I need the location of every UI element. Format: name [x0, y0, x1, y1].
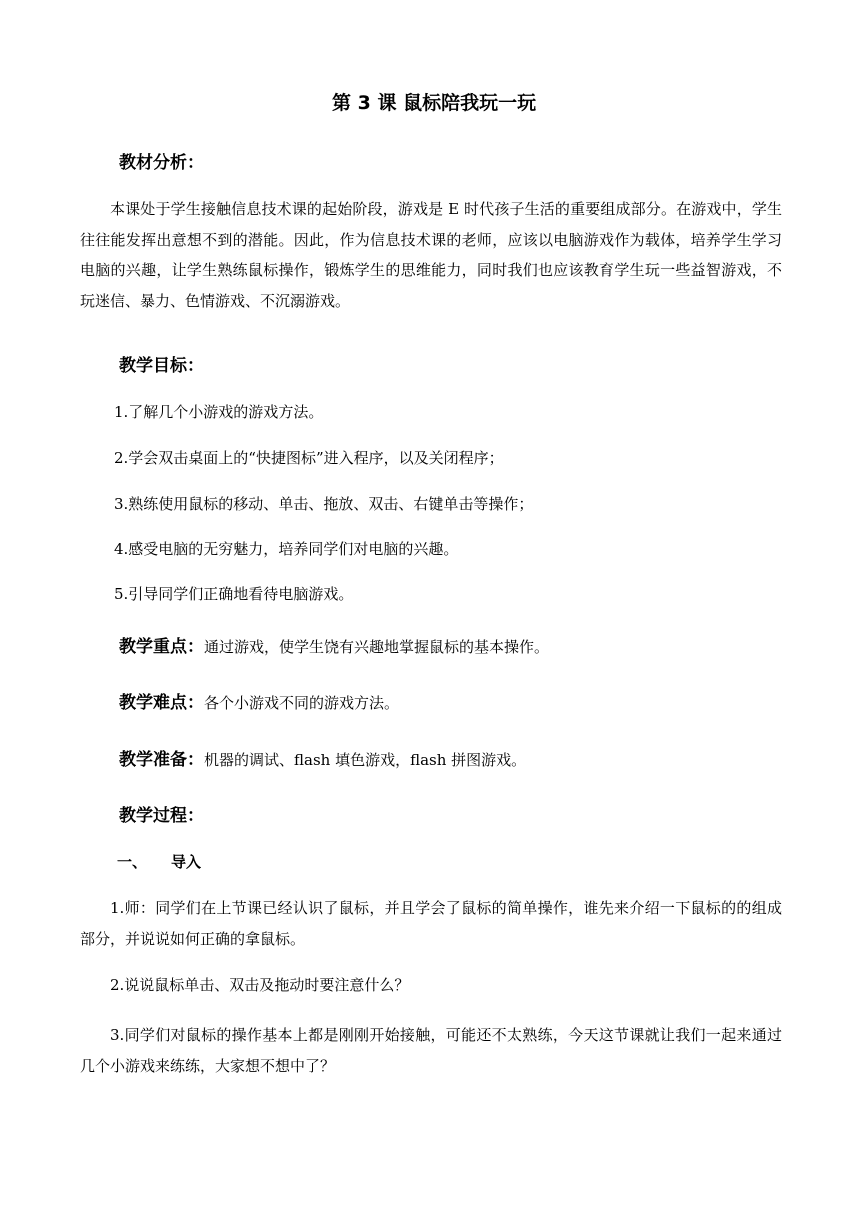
difficulty-text: 各个小游戏不同的游戏方法。	[204, 694, 400, 712]
objective-item-1: 1.了解几个小游戏的游戏方法。	[114, 403, 324, 421]
key-point-label: 教学重点：	[119, 637, 204, 657]
process-paragraph-1: 1.师：同学们在上节课已经认识了鼠标，并且学会了鼠标的简单操作，谁先来介绍一下鼠标的的组成部分，并说说如何正确的拿鼠标。	[80, 899, 782, 948]
objectives-heading: 教学目标：	[119, 356, 204, 376]
section-title: 导入	[171, 853, 202, 871]
objective-item-5: 5.引导同学们正确地看待电脑游戏。	[114, 585, 354, 603]
analysis-heading: 教材分析：	[119, 153, 204, 173]
process-heading: 教学过程：	[119, 806, 204, 826]
section-number: 一、	[117, 853, 148, 871]
page-title: 第 3 课 鼠标陪我玩一玩	[332, 92, 537, 114]
difficulty-row	[119, 688, 399, 713]
objective-item-3: 3.熟练使用鼠标的移动、单击、拖放、双击、右键单击等操作；	[114, 495, 534, 513]
preparation-text: 机器的调试、flash 填色游戏，flash 拼图游戏。	[204, 751, 527, 769]
objective-item-2: 2.学会双击桌面上的“快捷图标”进入程序，以及关闭程序；	[114, 449, 504, 467]
objective-item-4: 4.感受电脑的无穷魅力，培养同学们对电脑的兴趣。	[114, 540, 459, 558]
process-paragraph-3: 3.同学们对鼠标的操作基本上都是刚刚开始接触，可能还不太熟练，今天这节课就让我们一起来通过几个小游戏来练练，大家想不想中了？	[80, 1026, 782, 1075]
process-paragraph-2: 2.说说鼠标单击、双击及拖动时要注意什么？	[110, 976, 410, 994]
preparation-row	[119, 745, 526, 770]
preparation-label: 教学准备：	[119, 750, 204, 770]
analysis-paragraph: 本课处于学生接触信息技术课的起始阶段，游戏是 E 时代孩子生活的重要组成部分。在游戏中，学生往往能发挥出意想不到的潜能。因此，作为信息技术课的老师，应该以电脑游戏作为载体，培养学生学习电脑的兴趣，让学生熟练鼠标操作，锻炼学生的思维能力，同时我们也应该教育学生玩一些益智游戏，不玩迷信、暴力、色情游戏、不沉溺游戏。	[80, 200, 782, 310]
key-point-row	[119, 632, 549, 657]
key-point-text: 通过游戏，使学生饶有兴趣地掌握鼠标的基本操作。	[204, 638, 550, 656]
difficulty-label: 教学难点：	[119, 693, 204, 713]
